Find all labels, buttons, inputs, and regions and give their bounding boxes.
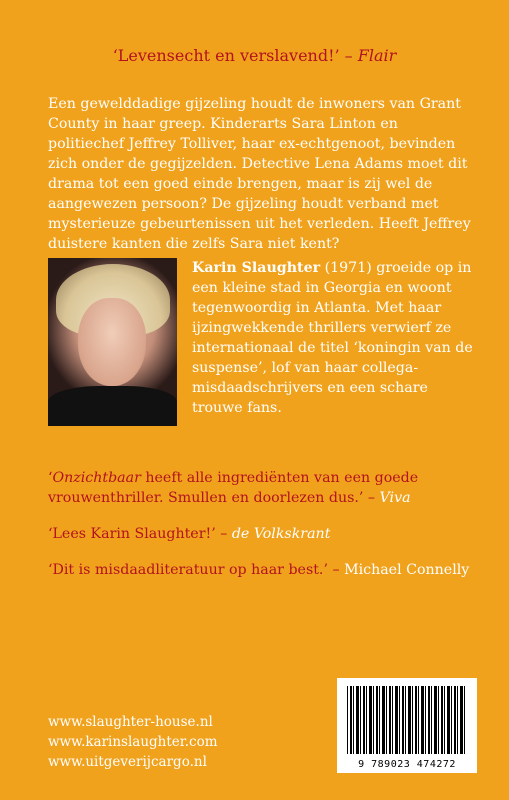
author-photo bbox=[48, 258, 177, 426]
link-karinslaughter[interactable]: www.karinslaughter.com bbox=[48, 734, 218, 750]
review-source: Michael Connelly bbox=[344, 562, 470, 578]
link-uitgeverijcargo[interactable]: www.uitgeverijcargo.nl bbox=[48, 754, 207, 770]
author-name: Karin Slaughter bbox=[192, 260, 321, 276]
isbn-barcode bbox=[337, 678, 477, 773]
review-viva: ‘Onzichtbaar heeft alle ingrediënten van een goede vrouwenthriller. Smullen en doorlezen dus.’ – Viva bbox=[48, 470, 419, 506]
review-connelly bbox=[48, 560, 478, 580]
review-text: ‘Lees Karin Slaughter!’ – bbox=[48, 526, 232, 542]
review-source: de Volkskrant bbox=[231, 526, 331, 542]
top-quote-source: Flair bbox=[357, 46, 397, 65]
author-bio-text: (1971) groeide op in een kleine stad in Georgia en woont tegenwoordig in Atlanta. Met haar ijzingwekkende thrillers verwierf ze internationaal de titel ‘koningin van de suspense’, lof van haar collega-misdaadschrijvers en een schare trouwe fans. bbox=[192, 260, 473, 416]
top-quote-text: ‘Levensecht en verslavend!’ – bbox=[112, 46, 358, 65]
top-quote bbox=[0, 46, 509, 65]
author-bio bbox=[192, 258, 477, 418]
barcode-bars bbox=[347, 686, 467, 754]
review-source: Viva bbox=[379, 490, 411, 506]
review-book-title: Onzichtbaar bbox=[52, 470, 141, 486]
isbn-number: 9 789023 474272 bbox=[358, 759, 456, 770]
link-slaughter-house[interactable]: www.slaughter-house.nl bbox=[48, 714, 213, 730]
review-text: ‘Dit is misdaadliteratuur op haar best.’ – bbox=[48, 562, 345, 578]
website-links bbox=[48, 712, 218, 772]
review-volkskrant bbox=[48, 524, 478, 544]
review-text: heeft alle ingrediënten van een goede vrouwenthriller. Smullen en doorlezen dus.’ – bbox=[48, 470, 419, 506]
book-blurb: Een gewelddadige gijzeling houdt de inwoners van Grant County in haar greep. Kinderarts Sara Linton en politiechef Jeffrey Tolliver, haar ex-echtgenoot, bevinden zich onder de gegijzelden. Detective Lena Adams moet dit drama tot een goed einde brengen, maar is zij wel de aangewezen persoon? De gijzeling houdt verband met mysterieuze gebeurtenissen uit het verleden. Heeft Jeffrey duistere kanten die zelfs Sara niet kent? bbox=[48, 96, 471, 252]
